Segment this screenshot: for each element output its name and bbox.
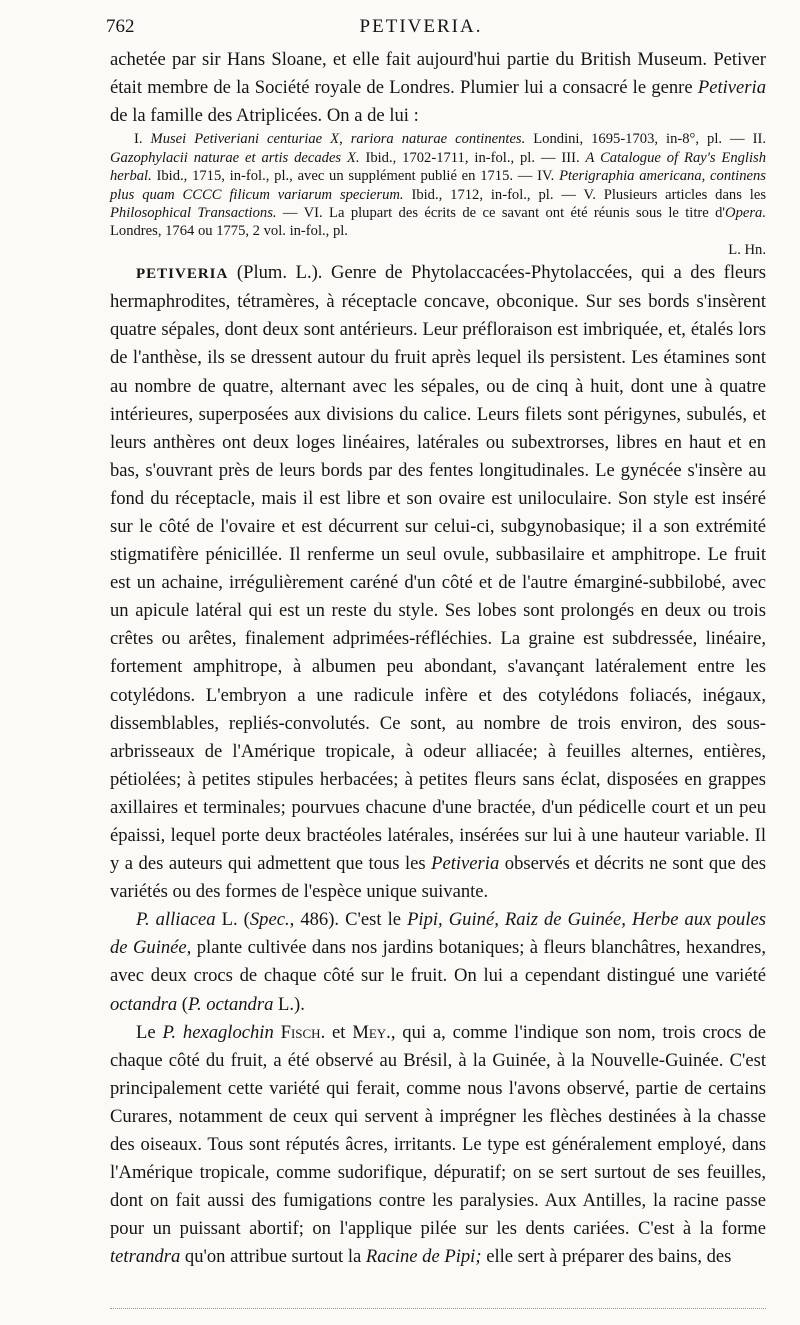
entry-description-end: observés et décrits ne sont que des variétés ou des formes de l'espèce unique suivante. — [110, 853, 766, 903]
bib-text: Ibid., 1715, in-fol., pl., avec un supplément publié en 1715. — IV. — [151, 168, 560, 185]
text: Le — [136, 1021, 163, 1043]
species-name: P. octandra — [187, 993, 274, 1015]
author-abbrev: Fisch. — [280, 1021, 326, 1043]
vernacular-names: Pipi, Guiné, Raiz de Guinée, Herbe aux poules de Guinée, — [110, 909, 766, 959]
bib-title: Musei Petiveriani centuriae X, rariora naturae continentes. — [150, 131, 526, 148]
bib-text: Londini, 1695-1703, in-8°, pl. — II. — [525, 131, 766, 148]
bib-text: — VI. La plupart des écrits de ce savant ont été réunis sous le titre d' — [276, 204, 726, 221]
text: , 486). C'est le — [289, 909, 408, 931]
species-name: P. hexaglochin — [162, 1021, 274, 1043]
intro-genus: Petiveria — [697, 77, 766, 99]
text: , qui a, comme l'indique son nom, trois crocs de chaque côté du fruit, a été observé au Brésil, à la Guinée, à la Nouvelle-Guinée. C'est principalement cette variété qui ferait, comme nous l'avons observé, partie de certains Curares, notamment de ceux qui servent à imprégner les flèches destinées à la chasse des oiseaux. Tous sont réputés âcres, irritants. Le type est généralement employé, dans l'Amérique tropicale, comme sudorifique, dépuratif; on se sert surtout de ses feuilles, dont on fait aussi des fumigations contre les paralysies. Aux Antilles, la racine passe pour un puissant abortif; on l'applique pilée sur les dents cariées. C'est à la forme — [110, 1021, 766, 1240]
alliacea-paragraph — [110, 906, 766, 1018]
form-name: tetrandra — [110, 1246, 181, 1268]
text: plante cultivée dans nos jardins botaniques; à fleurs blanchâtres, hexandres, avec deux crocs de chaque côté sur le fruit. On lui a cependant distingué une variété — [110, 937, 766, 987]
bib-title: Philosophical Transactions. — [110, 204, 277, 221]
entry-headword: PETIVERIA — [136, 266, 229, 283]
running-title: PETIVERIA. — [359, 16, 483, 37]
entry-genus: Petiveria — [431, 853, 500, 875]
bib-title: A Catalogue of Ray's English herbal. — [110, 149, 767, 185]
author-abbrev: Mey. — [352, 1021, 391, 1043]
intro-paragraph — [110, 46, 766, 130]
bib-title: Pterigraphia americana, continens plus quam CCCC filicum variarum specierum. — [110, 168, 766, 203]
body-text — [110, 46, 766, 1272]
entry-description: Genre de Phytolaccacées-Phytolaccées, qui a des fleurs hermaphrodites, tétramères, à réceptacle concave, obconique. Sur ses bords s'insèrent quatre sépales, dont deux sont antérieurs. Leur préfloraison est imbriquée, et, étalés lors de l'anthèse, ils se dressent autour du fruit après lequel ils persistent. Les étamines sont au nombre de quatre, alternant avec les sépales, ou de cinq à huit, dont une à quatre intérieures, superposées aux divisions du calice. Leurs filets sont périgynes, subulés, et leurs anthères ont deux loges linéaires, latérales ou subextrorses, libres en haut et en bas, s'ouvrant près de leurs bords par des fentes longitudinales. Le gynécée s'insère au fond du réceptacle, mais il est libre et son ovaire est uniloculaire. Son style est inséré sur le côté de l'ovaire et est décurrent sur celui-ci, subgynobasique; il a son extrémité stigmatifère pénicillée. Il renferme un seul ovule, subbasilaire et amphitrope. Le fruit est un achaine, irrégulièrement caréné d'un côté et de l'autre émarginé-subbilobé, avec un apicule latéral qui est un reste du style. Ses lobes sont prolongés en deux ou trois crêtes ou arêtes, finalement adprimées-réfléchies. La graine est subdressée, linéaire, fortement amphitrope, à albumen peu abondant, s'avançant latéralement entre les cotylédons. L'embryon a une radicule infère et des cotylédons foliacés, inégaux, dissemblables, repliés-convolutés. Ce sont, au nombre de trois environ, des sous-arbrisseaux de l'Amérique tropicale, à odeur alliacée; à feuilles alternes, entières, pétiolées; à petites stipules herbacées; à petites fleurs sans éclat, disposées en grappes axillaires et terminales; pourvues chacune d'une bractée, d'un pédicelle court et un peu épaissi, lequel porte deux bractéoles latérales, insérées sur lui à une hauteur variable. Il y a des auteurs qui admettent que tous les — [110, 262, 766, 875]
bib-text: Londres, 1764 ou 1775, 2 vol. in-fol., pl. — [110, 223, 348, 240]
text: L. ( — [215, 909, 250, 931]
citation: Spec. — [249, 909, 290, 931]
entry-authority: (Plum. L.). — [228, 262, 323, 284]
intro-text-end: de la famille des Atriplicées. On a de lui : — [110, 105, 419, 127]
author-signature: L. Hn. — [728, 241, 766, 258]
text: elle sert à préparer des bains, des — [481, 1246, 732, 1268]
footer-rule — [110, 1308, 766, 1309]
text: ( — [177, 993, 188, 1015]
hexaglochin-paragraph — [110, 1019, 766, 1272]
text: L.). — [273, 993, 305, 1015]
species-name: P. alliacea — [136, 909, 216, 931]
bib-text: Ibid., 1712, in-fol., pl. — V. Plusieurs articles dans les — [403, 186, 766, 203]
entry-paragraph — [110, 259, 766, 906]
text: et — [325, 1021, 353, 1043]
vernacular-name: Racine de Pipi; — [365, 1246, 482, 1268]
running-head: 762 PETIVERIA. — [110, 16, 766, 46]
intro-text: achetée par sir Hans Sloane, et elle fait aujourd'hui partie du British Museum. Petiver était membre de la Société royale de Londres. Plumier lui a consacré le genre — [110, 49, 766, 99]
bib-title: Opera. — [725, 204, 766, 221]
bib-text: Ibid., 1702-1711, in-fol., pl. — III. — [359, 149, 586, 166]
bibliography — [110, 130, 766, 259]
bib-title: Gazophylacii naturae et artis decades X. — [110, 149, 360, 166]
variety-name: octandra — [110, 993, 178, 1015]
text: qu'on attribue surtout la — [180, 1246, 366, 1268]
bib-text: I. — [134, 131, 151, 148]
